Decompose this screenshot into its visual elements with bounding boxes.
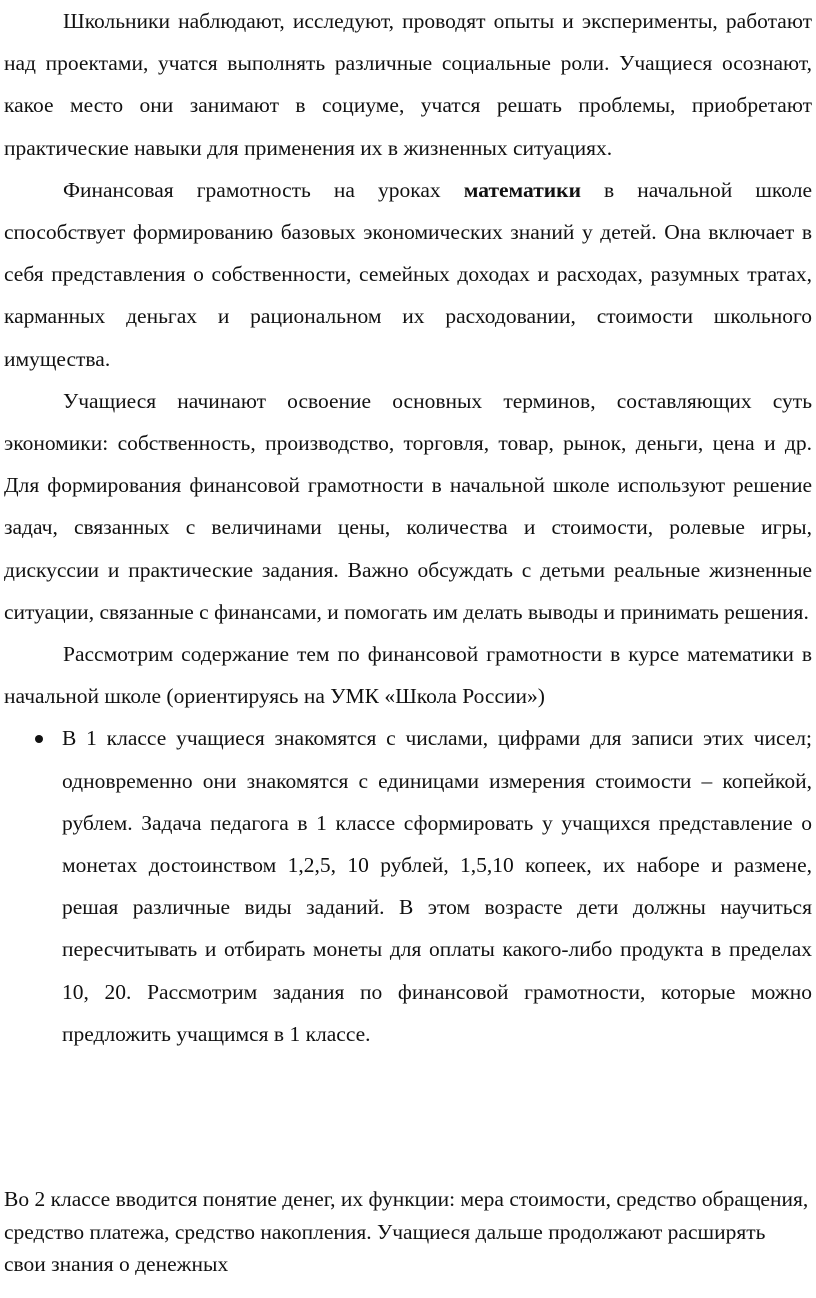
bullet-text-grade-1: В 1 классе учащиеся знакомятся с числами, цифрами для записи этих чисел; одновременно они знакомятся с единицами измерения стоимости – копейкой, рублем. Задача педагога в 1 классе сформировать у учащихся представление о монетах достоинством 1,2,5, 10 рублей, 1,5,10 копеек, их наборе и размене, решая различные виды заданий. В этом возрасте дети должны научиться пересчитывать и отбирать монеты для оплаты какого-либо продукта в пределах 10, 20. Рассмотрим задания по финансовой грамотности, которые можно предложить учащимся в 1 классе. [62,726,812,1046]
paragraph-topics-intro: Рассмотрим содержание тем по финансовой грамотности в курсе математики в начальной школе (ориентируясь на УМК «Школа России») [4,642,812,709]
bullet-dot-icon [35,735,43,743]
bullet-item-grade-1 [4,717,812,1055]
paragraph-financial-literacy-start: Финансовая грамотность на уроках [63,177,464,202]
paragraph-financial-literacy [4,169,812,380]
bullet-list [4,717,812,1055]
paragraph-basic-terms: Учащиеся начинают освоение основных терминов, составляющих суть экономики: собственность, производство, торговля, товар, рынок, деньги, цена и др. Для формирования финансовой грамотности в начальной школе используют решение задач, связанных с величинами цены, количества и стоимости, ролевые игры, дискуссии и практические задания. Важно обсуждать с детьми реальные жизненные ситуации, связанные с финансами, и помогать им делать выводы и принимать решения. [4,388,812,624]
paragraph-grade-2: Во 2 классе вводится понятие денег, их функции: мера стоимости, средство обращения, средство платежа, средство накопления. Учащиеся дальше продолжают расширять свои знания о денежных [4,1187,809,1276]
paragraph-schoolchildren: Школьники наблюдают, исследуют, проводят опыты и эксперименты, работают над проектами, учатся выполнять различные социальные роли. Учащиеся осознают, какое место они занимают в социуме, учатся решать проблемы, приобретают практические навыки для применения их в жизненных ситуациях. [4,9,812,160]
paragraph-financial-literacy-rest: в начальной школе способствует формированию базовых экономических знаний у детей. Она включает в себя представления о собственности, семейных доходах и расходах, разумных тратах, карманных деньгах и рациональном их расходовании, стоимости школьного имущества. [4,177,813,371]
bold-term-mathematics: математики [463,177,581,202]
document-body [4,0,812,1055]
